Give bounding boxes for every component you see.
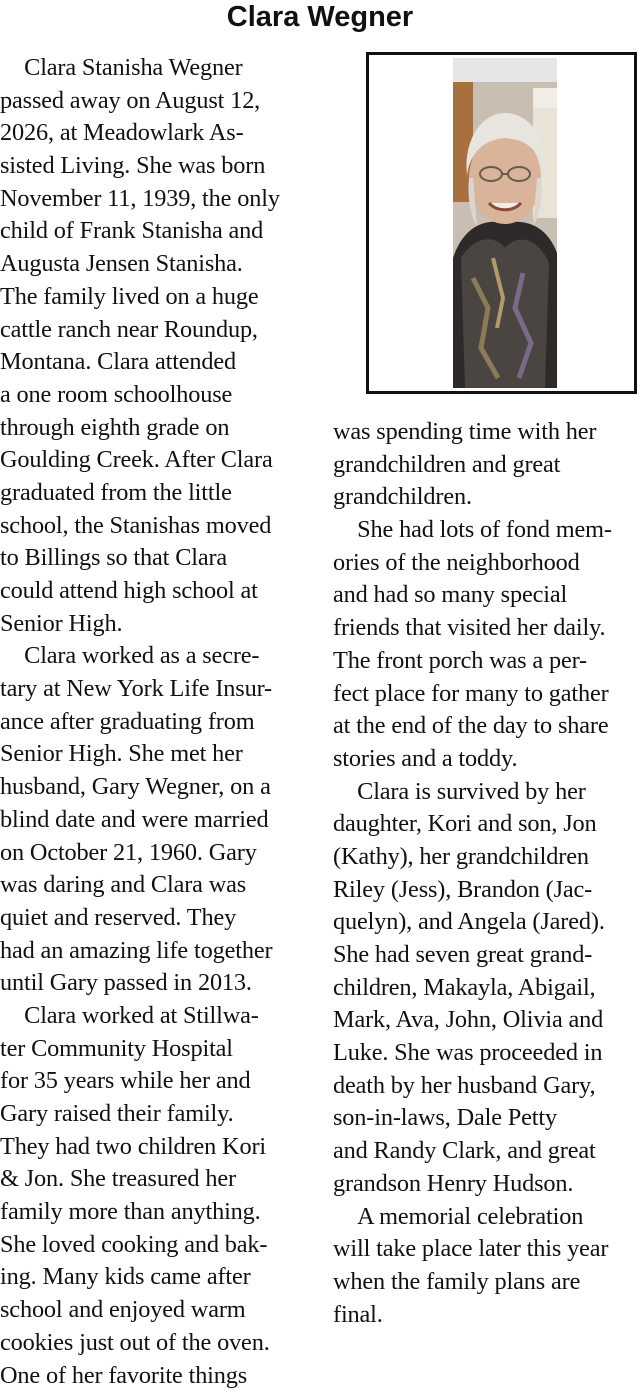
obituary-text-line: stories and a toddy. (333, 744, 518, 772)
obituary-text-line: Riley (Jess), Brandon (Jac- (333, 875, 593, 903)
obituary-text-line: will take place later this year (333, 1235, 609, 1263)
obituary-text-line: ter Community Hospital (0, 1034, 233, 1062)
obituary-text-line: cattle ranch near Roundup, (0, 315, 258, 343)
obituary-text-line: children, Makayla, Abigail, (333, 973, 596, 1001)
obituary-text-line: graduated from the little (0, 478, 232, 506)
obituary-text-line: 2026, at Meadowlark As- (0, 119, 244, 147)
obituary-text-line: husband, Gary Wegner, on a (0, 773, 271, 801)
obituary-text-line: Augusta Jensen Stanisha. (0, 250, 243, 278)
obituary-text-line: (Kathy), her grandchildren (333, 842, 589, 870)
obituary-text-line: through eighth grade on (0, 413, 230, 441)
obituary-text-line: a one room schoolhouse (0, 380, 233, 408)
obituary-text-line: Goulding Creek. After Clara (0, 446, 273, 474)
obituary-text-line: final. (333, 1300, 383, 1328)
obituary-text-line: Luke. She was proceeded in (333, 1039, 603, 1067)
obituary-text-line: Clara worked as a secre- (0, 642, 260, 670)
obituary-text-line: Senior High. She met her (0, 740, 243, 768)
obituary-text-line: Clara is survived by her (333, 777, 586, 805)
obituary-text-line: blind date and were married (0, 805, 269, 833)
obituary-text-line: & Jon. She treasured her (0, 1165, 236, 1193)
obituary-text-line: and Randy Clark, and great (333, 1137, 596, 1165)
obituary-text-line: She loved cooking and bak- (0, 1230, 268, 1258)
obituary-text-line: fect place for many to gather (333, 679, 609, 707)
obituary-right-column (333, 416, 640, 1331)
obituary-text-line: grandchildren and great (333, 450, 561, 478)
obituary-text-line: had an amazing life together (0, 936, 273, 964)
obituary-text-line: They had two children Kori (0, 1132, 266, 1160)
obituary-text-line: The front porch was a per- (333, 646, 587, 674)
obituary-text-line: Clara Stanisha Wegner (0, 54, 243, 81)
obituary-text-line: Clara worked at Stillwa- (0, 1001, 259, 1029)
obituary-text-line: could attend high school at (0, 577, 258, 604)
obituary-text-line: grandchildren. (333, 483, 472, 511)
obituary-text-line: sisted Living. She was born (0, 152, 266, 180)
obituary-text-line: on October 21, 1960. Gary (0, 838, 257, 866)
obituary-text-line: tary at New York Life Insur- (0, 675, 272, 703)
obituary-text-line: November 11, 1939, the only (0, 184, 280, 212)
obituary-text-line: family more than anything. (0, 1198, 261, 1226)
obituary-text-line: One of her favorite things (0, 1361, 248, 1389)
obituary-text-line: was spending time with her (333, 418, 597, 445)
obituary-text-line: quelyn), and Angela (Jared). (333, 908, 605, 936)
obituary-text-line: She had seven great grand- (333, 941, 593, 968)
obituary-text-line: daughter, Kori and son, Jon (333, 810, 597, 838)
obituary-text-line: The family lived on a huge (0, 282, 259, 310)
obituary-text-line: death by her husband Gary, (333, 1071, 596, 1099)
obituary-text-line: to Billings so that Clara (0, 544, 228, 572)
obituary-text-line: until Gary passed in 2013. (0, 969, 252, 997)
obituary-text-line: Senior High. (0, 609, 123, 637)
obituary-text-line: when the family plans are (333, 1267, 581, 1295)
obituary-text-line: ance after graduating from (0, 707, 255, 735)
obituary-text-line: A memorial celebration (333, 1202, 584, 1230)
obituary-text-line: child of Frank Stanisha and (0, 217, 264, 245)
obituary-text-line: son-in-laws, Dale Petty (333, 1104, 557, 1132)
portrait-photo-frame (366, 52, 637, 394)
obituary-text-line: at the end of the day to share (333, 712, 609, 740)
obituary-text-line: was daring and Clara was (0, 871, 247, 899)
obituary-text-line: Montana. Clara attended (0, 348, 237, 376)
obituary-text-line: passed away on August 12, (0, 86, 261, 114)
obituary-text-line: for 35 years while her and (0, 1067, 251, 1095)
obituary-text-line: Gary raised their family. (0, 1100, 234, 1127)
obituary-text-line: friends that visited her daily. (333, 614, 606, 642)
obituary-text-line: ing. Many kids came after (0, 1263, 251, 1291)
obituary-text-line: and had so many special (333, 581, 568, 609)
obituary-text-line: school and enjoyed warm (0, 1296, 246, 1324)
obituary-text-line: She had lots of fond mem- (333, 516, 612, 544)
portrait-photo (453, 58, 557, 388)
obituary-text-line: cookies just out of the oven. (0, 1328, 270, 1356)
obituary-left-column (0, 52, 318, 1392)
obituary-text-line: grandson Henry Hudson. (333, 1169, 574, 1197)
obituary-text-line: Mark, Ava, John, Olivia and (333, 1006, 604, 1034)
obituary-text-line: ories of the neighborhood (333, 548, 580, 576)
obituary-headline: Clara Wegner (226, 1, 414, 33)
obituary-text-line: school, the Stanishas moved (0, 511, 272, 539)
obituary-text-line: quiet and reserved. They (0, 903, 237, 931)
